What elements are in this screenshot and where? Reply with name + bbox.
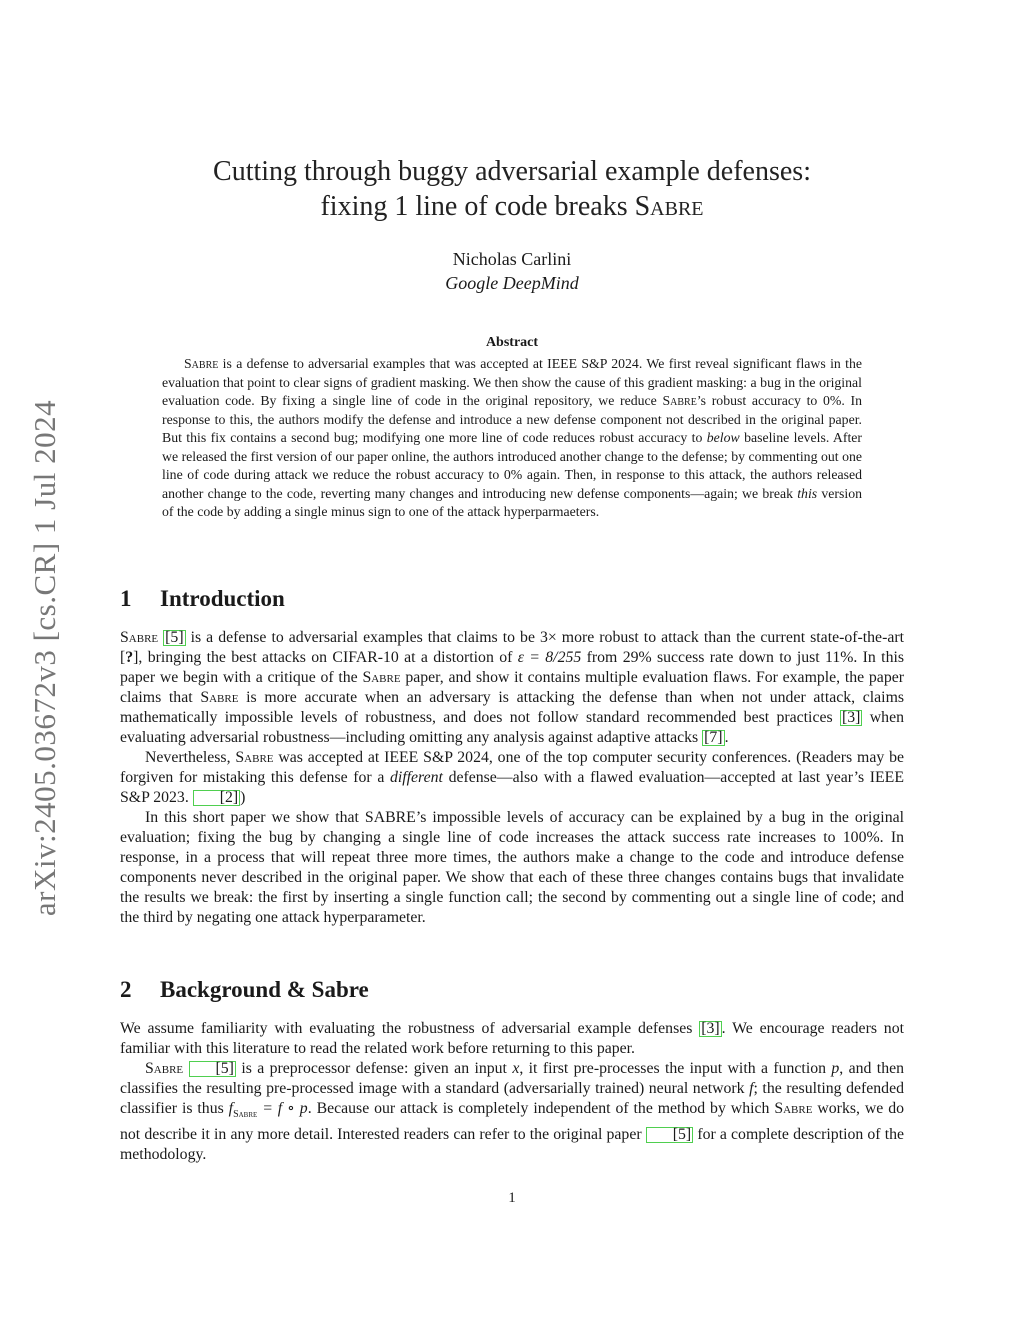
paragraph-text: different xyxy=(389,769,443,786)
paragraph-text: Sabre xyxy=(120,629,159,646)
abstract-text: is a defense to adversarial examples that was accepted at IEEE S&P 2024. We first reveal significant flaws in the evaluation that point to clear signs of gradient masking. We then show the cause of this gradient masking: a bug in the original evaluation code. By fixing a single line of code in the original repository, we reduce xyxy=(162,356,862,408)
paragraph-text: Nevertheless, xyxy=(145,749,236,766)
paragraph-text: paper, and show it contains multiple evaluation flaws. For example, the paper claims that xyxy=(120,669,904,706)
introduction-body xyxy=(120,628,904,928)
paragraph xyxy=(120,628,904,748)
paper-title xyxy=(120,154,904,224)
paragraph-text: ; the resulting defended classifier is thus xyxy=(120,1080,904,1117)
paragraph: In this short paper we show that SABRE’s impossible levels of accuracy can be explained by a bug in the original evaluation; fixing the bug by changing a single line of code increases the attack success rate increases to 100%. In response, in a process that will repeat three more times, the authors make a change to the code and introduce defense components never described in the original paper. We show that each of these three changes contains bugs that invalidate the results we break: the first by inserting a single function call; the second by commenting out a single line of code; and the third by negating one attack hyperparameter. xyxy=(120,809,904,926)
paragraph-text: ], bringing the best attacks on CIFAR-10 at a distortion of xyxy=(133,649,518,666)
section-heading-introduction xyxy=(120,586,904,612)
paragraph-text: from 29% success rate down to just 11%. In this paper we begin with a critique of the xyxy=(120,649,905,686)
page-number: 1 xyxy=(508,1190,516,1206)
section-title: Background & Sabre xyxy=(160,977,369,1002)
paragraph-text: Sabre xyxy=(362,669,401,686)
section-number: 2 xyxy=(120,977,132,1002)
paragraph-text: . Because our attack is completely independent of the method by which xyxy=(307,1100,775,1117)
paragraph-text: Sabre xyxy=(774,1100,813,1117)
author-affiliation: Google DeepMind xyxy=(445,273,579,293)
title-line-1: Cutting through buggy adversarial example defenses: xyxy=(213,156,811,187)
math-expression: x xyxy=(512,1060,520,1077)
citation-link[interactable]: [7] xyxy=(704,729,723,746)
abstract-heading: Abstract xyxy=(485,335,539,350)
paragraph-text: ) xyxy=(240,789,246,806)
title-defense-name: Sabre xyxy=(634,191,704,222)
arxiv-identifier xyxy=(20,380,70,935)
paragraph-text: was accepted at IEEE S&P 2024, one of the top computer security conferences. (Readers may be forgiven for mistaking this defense for a xyxy=(120,749,905,786)
abstract-text: Sabre xyxy=(184,356,219,371)
math-expression: f xyxy=(228,1100,234,1117)
arxiv-identifier-text: arXiv:2405.03672v3 [cs.CR] 1 Jul 2024 xyxy=(27,399,63,916)
paragraph-text: works, we do not describe it in any more detail. Interested readers can refer to the original paper xyxy=(120,1100,905,1144)
paragraph xyxy=(120,1019,904,1059)
abstract-text: Sabre xyxy=(662,393,697,408)
paragraph-text: is a preprocessor defense: given an input xyxy=(235,1060,513,1077)
citation-link[interactable]: [3] xyxy=(701,1020,720,1037)
paragraph-text: is more accurate when an adversary is attacking the defense than when not under attack, claims mathematically impossible levels of robustness, and does not follow standard recommended best practices xyxy=(120,689,904,726)
citation-link[interactable]: [3] xyxy=(841,709,861,726)
abstract-text: below xyxy=(706,430,740,445)
math-expression: f xyxy=(749,1080,754,1097)
section-title: Introduction xyxy=(160,586,285,611)
paragraph-text: . We encourage readers not familiar with this literature to read the related work before returning to this paper. xyxy=(120,1020,904,1057)
title-line-2-text: fixing 1 line of code breaks xyxy=(320,191,635,222)
abstract-text: baseline levels. After we released the first version of our paper online, the authors introduced another change to the defense; by commenting out one line of code during attack we reduce the robust accuracy to 0% again. Then, in response to this attack, the authors released another change to the code, reverting many changes and introducing new defense components—again; we break xyxy=(162,430,863,501)
citation-link[interactable]: [5] xyxy=(646,1127,693,1143)
abstract-text: ’s robust accuracy to 0%. In response to this, the authors modify the defense and introduce a new defense component not described in the original paper. But this fix contains a second bug; modifying one more line of code reduces robust accuracy to xyxy=(162,393,863,445)
paragraph-text: is a defense to adversarial examples that claims to be 3× more robust to attack than the current state-of-the-art [ xyxy=(120,629,904,666)
paragraph-text: , it first pre-processes the input with a function xyxy=(519,1060,832,1077)
paragraph-text: Sabre xyxy=(145,1060,184,1077)
author-name: Nicholas Carlini xyxy=(452,249,572,269)
paragraph-text: when evaluating adversarial robustness—including omitting any analysis against adaptive attacks xyxy=(120,709,904,746)
paragraph-text: defense—also with a flawed evaluation—accepted at last year’s IEEE S&P 2023. xyxy=(120,769,904,806)
section-number: 1 xyxy=(120,586,132,611)
missing-citation: ? xyxy=(125,649,134,666)
paragraph-text: We assume familiarity with evaluating the robustness of adversarial example defenses xyxy=(120,1020,700,1037)
paragraph xyxy=(120,748,904,808)
paragraph-text: , and then classifies the resulting pre-processed image with a standard (adversarially trained) neural network xyxy=(120,1060,905,1097)
paragraph-text: for a complete description of the methodology. xyxy=(120,1126,905,1164)
paragraph-text: Sabre xyxy=(200,689,239,706)
math-subscript: Sabre xyxy=(233,1109,258,1121)
abstract-text: version of the code by adding a single minus sign to one of the attack hyperparmaeters. xyxy=(162,485,862,519)
background-body xyxy=(120,1019,904,1165)
abstract-text: this xyxy=(797,485,818,501)
abstract-body xyxy=(162,355,862,522)
citation-link[interactable]: [2] xyxy=(193,790,240,806)
citation-link[interactable]: [5] xyxy=(165,629,184,646)
math-expression: ε = 8/255 xyxy=(517,649,582,666)
citation-link[interactable]: [5] xyxy=(189,1061,236,1077)
paragraph-text: Sabre xyxy=(235,749,274,766)
title-line-2 xyxy=(120,189,904,224)
paragraph-text: . xyxy=(724,729,729,746)
section-heading-background xyxy=(120,977,904,1003)
paragraph xyxy=(120,1059,904,1165)
math-expression: p xyxy=(831,1060,840,1077)
math-expression: = f ∘ p xyxy=(257,1100,308,1117)
